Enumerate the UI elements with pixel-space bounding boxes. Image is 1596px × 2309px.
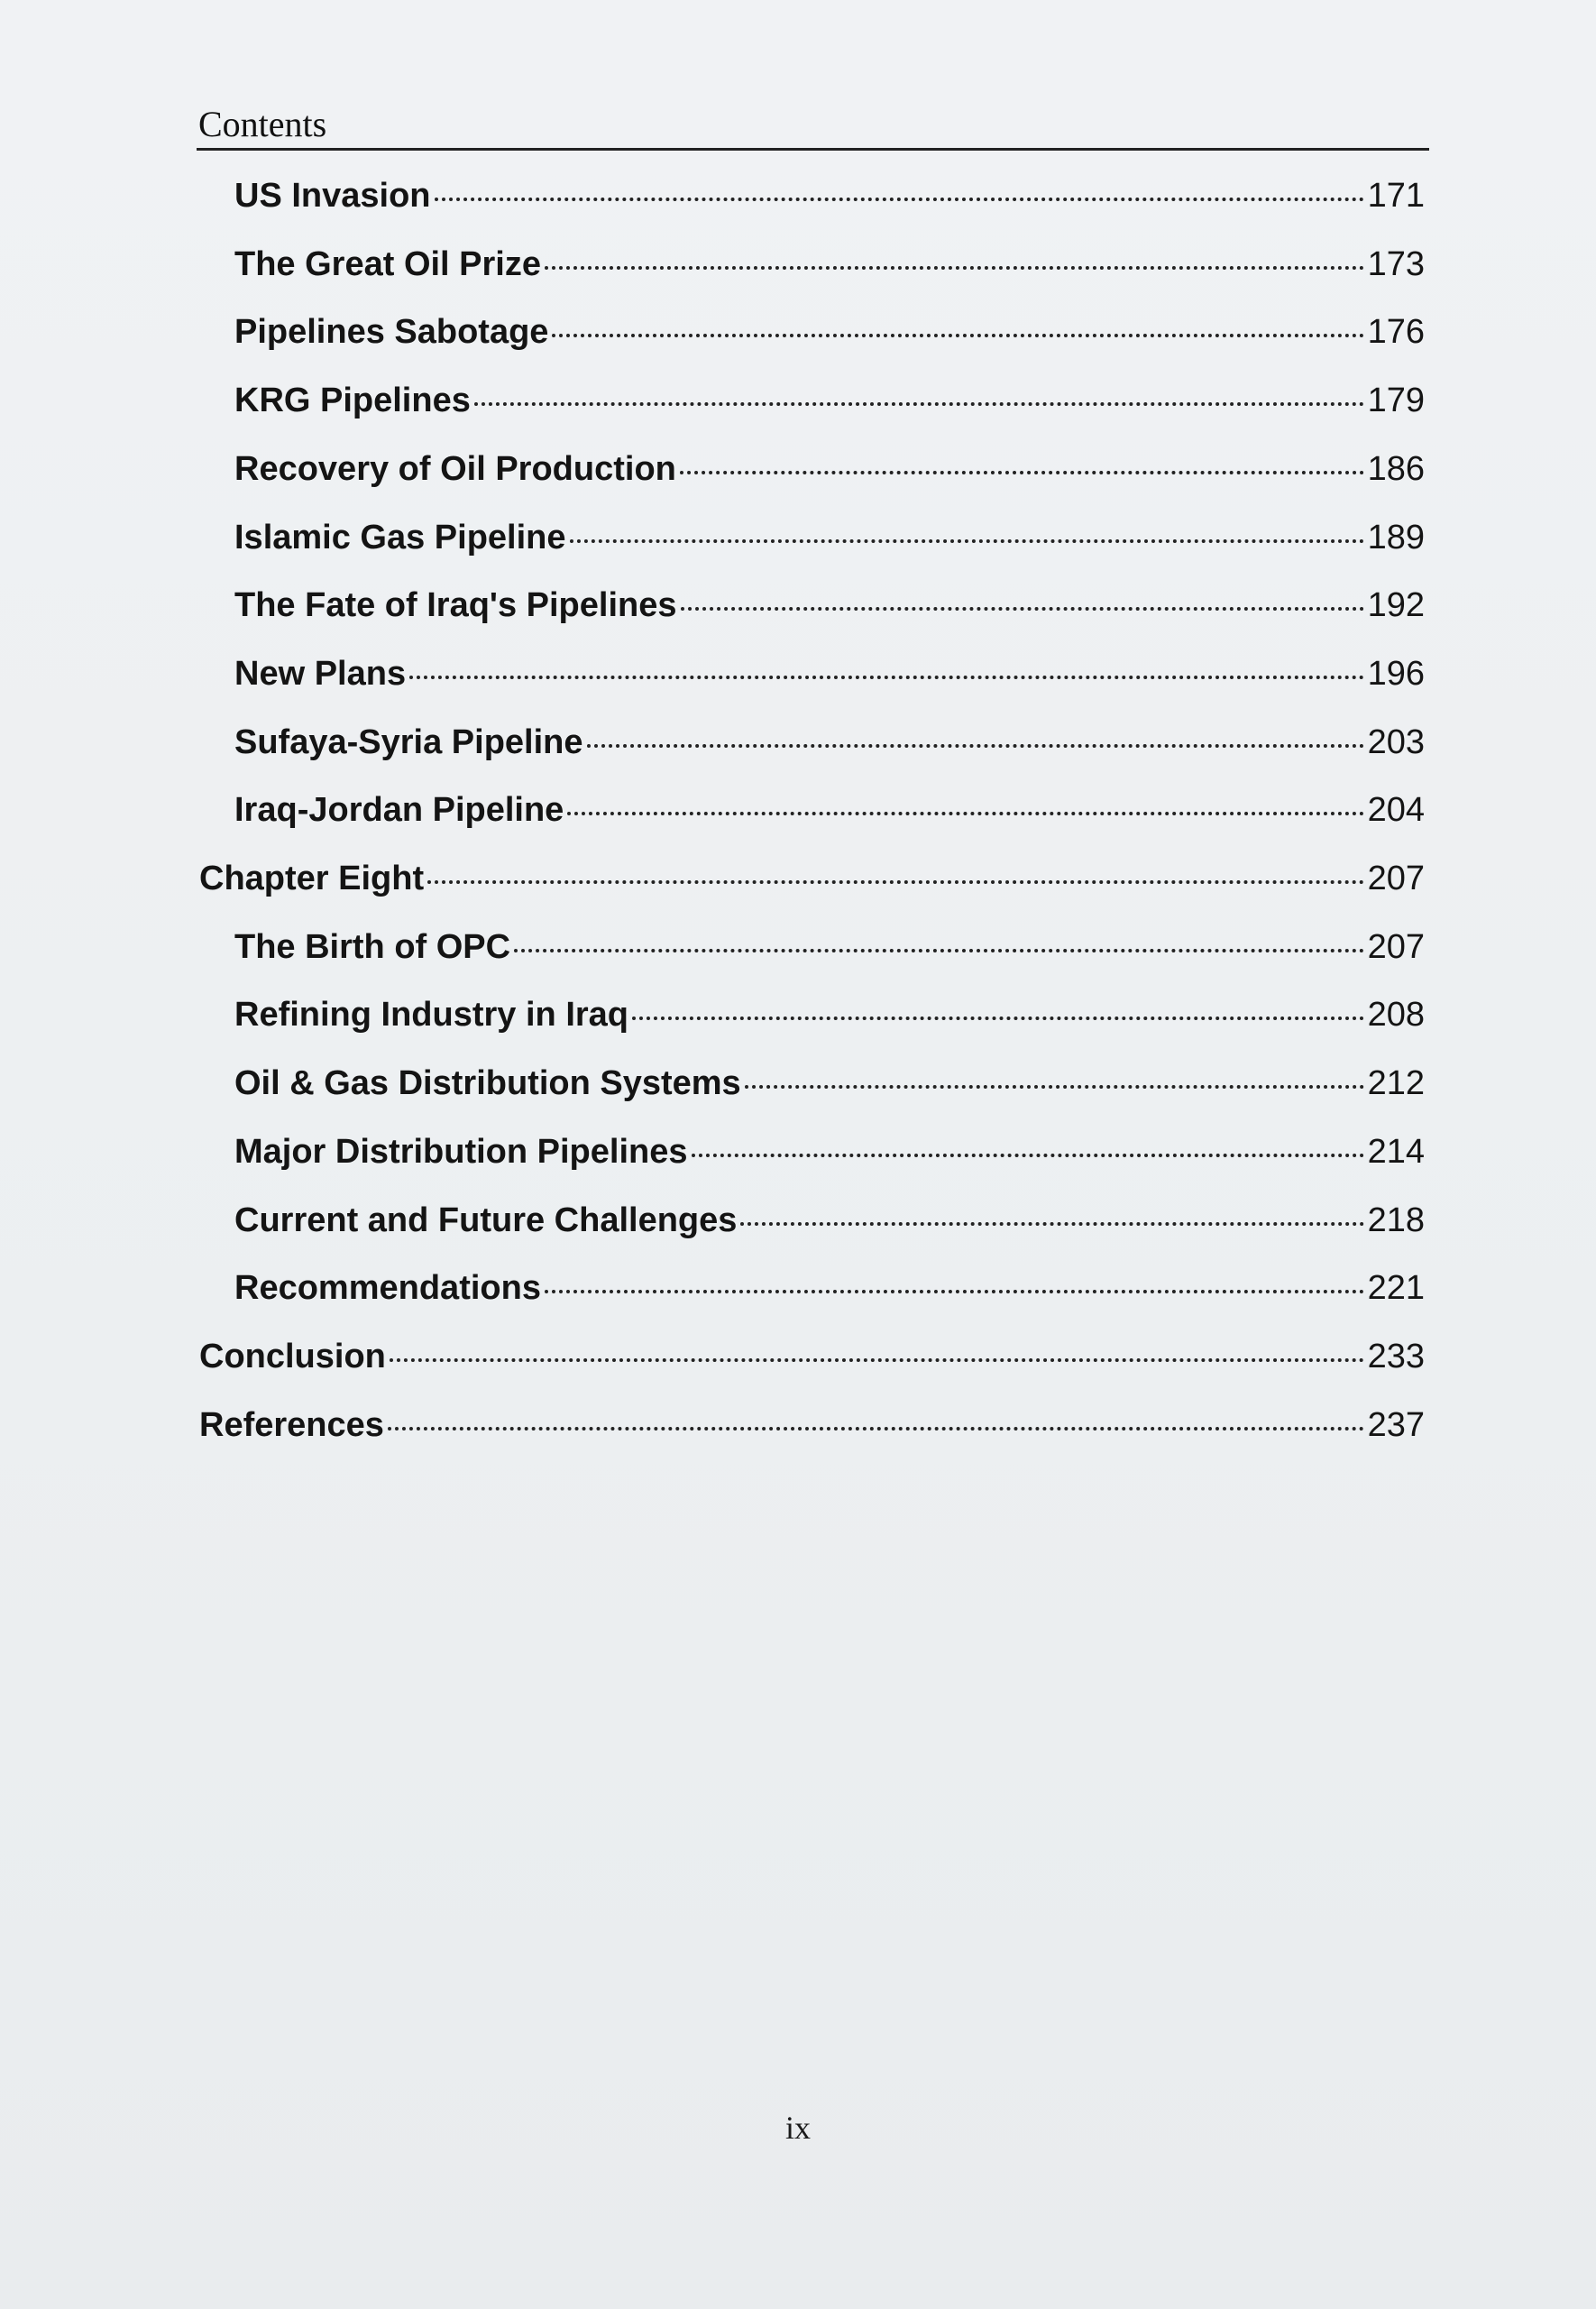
dot-leader <box>745 1085 1364 1089</box>
toc-entry <box>234 519 1425 569</box>
toc-entry-title: Recommendations <box>234 1269 541 1308</box>
toc-entry <box>234 382 1425 432</box>
toc-entry <box>234 928 1425 979</box>
toc-entry-title: The Great Oil Prize <box>234 244 541 283</box>
dot-leader <box>567 812 1363 815</box>
toc-entry-page: 221 <box>1367 1269 1425 1308</box>
toc-entry-page: 196 <box>1367 654 1425 693</box>
toc-entry <box>199 1338 1425 1388</box>
dot-leader <box>740 1222 1363 1226</box>
dot-leader <box>409 676 1364 679</box>
page-number: ix <box>784 2110 811 2146</box>
toc-entry-title: Sufaya-Syria Pipeline <box>234 722 583 761</box>
toc-entry <box>234 791 1425 842</box>
toc-entry <box>234 245 1425 296</box>
toc-entry-page: 212 <box>1367 1064 1425 1103</box>
toc-entry-title: Conclusion <box>199 1337 386 1375</box>
dot-leader <box>681 607 1364 611</box>
toc-entry-title: Oil & Gas Distribution Systems <box>234 1064 741 1103</box>
toc-entry-page: 204 <box>1367 791 1425 830</box>
toc-entry <box>234 586 1425 637</box>
dot-leader <box>587 744 1364 748</box>
dot-leader <box>514 949 1363 952</box>
toc-entry <box>199 1406 1425 1457</box>
toc-entry <box>234 177 1425 227</box>
toc-entry-title: Islamic Gas Pipeline <box>234 518 566 557</box>
toc-entry-title: Recovery of Oil Production <box>234 449 676 488</box>
toc-entry <box>234 1201 1425 1252</box>
toc-entry-page: 218 <box>1367 1200 1425 1239</box>
toc-entry <box>234 996 1425 1046</box>
toc-entry-page: 214 <box>1367 1132 1425 1171</box>
toc-entry <box>234 1133 1425 1183</box>
dot-leader <box>545 1290 1364 1293</box>
toc-entry <box>234 313 1425 363</box>
toc-entry-title: KRG Pipelines <box>234 382 471 420</box>
dot-leader <box>390 1358 1364 1362</box>
toc-entry-page: 186 <box>1367 449 1425 488</box>
toc-entry <box>234 723 1425 774</box>
toc-entry-page: 208 <box>1367 996 1425 1035</box>
toc-entry <box>234 655 1425 705</box>
dot-leader <box>552 334 1363 337</box>
toc-entry <box>234 1064 1425 1115</box>
toc-entry-title: Major Distribution Pipelines <box>234 1132 688 1171</box>
page-title: Contents <box>198 104 327 144</box>
dot-leader <box>632 1017 1364 1020</box>
toc-entry-page: 176 <box>1367 313 1425 352</box>
toc-entry-page: 207 <box>1367 860 1425 897</box>
dot-leader <box>474 402 1364 406</box>
toc-entry-title: Iraq-Jordan Pipeline <box>234 791 564 830</box>
dot-leader <box>435 198 1364 201</box>
toc-entry-page: 192 <box>1367 586 1425 625</box>
toc-entry-page: 189 <box>1367 518 1425 557</box>
toc-entry <box>234 450 1425 501</box>
toc-entry <box>234 1269 1425 1320</box>
toc-entry-page: 233 <box>1367 1337 1425 1375</box>
toc-entry-page: 207 <box>1367 927 1425 966</box>
dot-leader <box>570 539 1364 543</box>
toc-entry-page: 173 <box>1367 244 1425 283</box>
toc-entry-page: 171 <box>1367 177 1425 215</box>
contents-header <box>197 101 1429 151</box>
toc-entry-title: US Invasion <box>234 177 431 215</box>
toc-entry-page: 179 <box>1367 382 1425 420</box>
toc-entry-title: The Birth of OPC <box>234 927 511 966</box>
toc-entry-page: 237 <box>1367 1405 1425 1444</box>
toc-entry-title: The Fate of Iraq's Pipelines <box>234 586 677 625</box>
toc-entry-title: References <box>199 1405 384 1444</box>
toc-entry-title: Refining Industry in Iraq <box>234 996 629 1035</box>
dot-leader <box>427 880 1363 884</box>
toc-entry <box>199 860 1425 910</box>
toc-entry-title: Current and Future Challenges <box>234 1200 738 1239</box>
dot-leader <box>545 266 1364 270</box>
toc-entry-title: New Plans <box>234 654 407 693</box>
toc-entry-page: 203 <box>1367 722 1425 761</box>
dot-leader <box>680 471 1364 474</box>
toc-entry-title: Pipelines Sabotage <box>234 313 549 352</box>
toc-entry-title: Chapter Eight <box>199 860 425 897</box>
dot-leader <box>388 1427 1364 1430</box>
dot-leader <box>692 1154 1364 1157</box>
